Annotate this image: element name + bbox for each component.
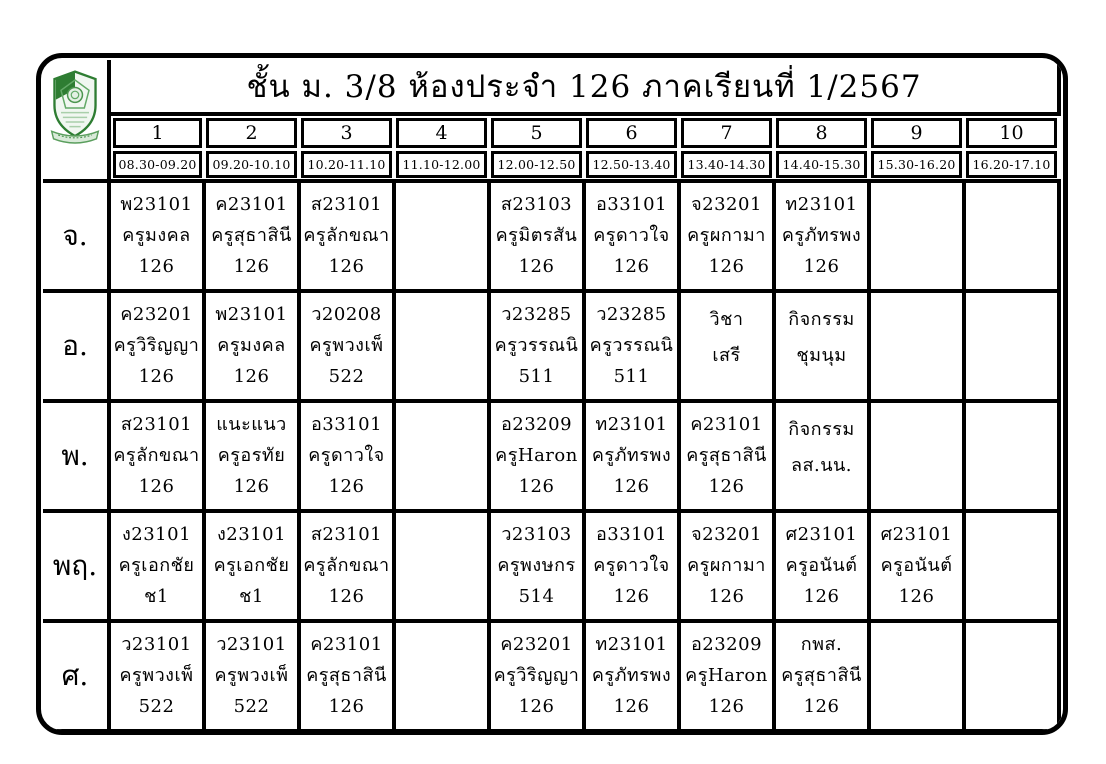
- subject-code: จ23201: [691, 524, 762, 546]
- room-number: 126: [803, 586, 840, 608]
- time-header-cell: [204, 149, 299, 181]
- subject-cell-lines: [206, 404, 297, 508]
- subject-cell-lines: [491, 184, 582, 288]
- teacher-name: ครูมงคล: [217, 335, 286, 357]
- empty-cell: [964, 511, 1059, 621]
- page-title: ชั้น ม. 3/8 ห้องประจำ 126 ภาคเรียนที่ 1/2567: [109, 60, 1059, 114]
- teacher-name: ครูสุธาสินี: [781, 665, 862, 687]
- teacher-name: ครูดาวใจ: [308, 445, 385, 467]
- subject-cell: [679, 401, 774, 511]
- subject-code: จ23201: [691, 194, 762, 216]
- subject-cell-lines: [111, 404, 202, 508]
- subject-cell: [299, 621, 394, 731]
- subject-cell-lines: [301, 404, 392, 508]
- teacher-name: ครูดาวใจ: [593, 225, 670, 247]
- time-range: 11.10-12.00: [396, 151, 487, 178]
- time-header-cell: [774, 149, 869, 181]
- room-number: 126: [708, 586, 745, 608]
- period-number: 5: [491, 118, 582, 148]
- subject-code: ส23103: [500, 194, 573, 216]
- room-number: 126: [708, 696, 745, 718]
- subject-code: อ33101: [595, 524, 668, 546]
- subject-cell-lines: [776, 184, 867, 288]
- empty-cell: [394, 401, 489, 511]
- empty-cell: [869, 181, 964, 291]
- teacher-name: ครูภัทรพง: [781, 225, 862, 247]
- day-label: อ.: [62, 329, 88, 362]
- subject-code: ส23101: [120, 414, 193, 436]
- room-number: ช1: [239, 586, 264, 608]
- room-number: 511: [613, 366, 650, 388]
- subject-code: ว23285: [501, 304, 572, 326]
- subject-code: พ23101: [120, 194, 193, 216]
- subject-cell-lines: [681, 624, 772, 728]
- subject-cell-lines: [111, 624, 202, 728]
- room-number: 126: [138, 256, 175, 278]
- timetable-card: [36, 53, 1068, 735]
- subject-code: อ23209: [690, 634, 763, 656]
- day-label-cell: [43, 401, 109, 511]
- subject-cell-lines: [491, 404, 582, 508]
- period-header-cell: [394, 114, 489, 149]
- time-range: 10.20-11.10: [301, 151, 392, 178]
- room-number: 511: [518, 366, 555, 388]
- period-number: 3: [301, 118, 392, 148]
- teacher-name: ครูผกามา: [687, 225, 766, 247]
- subject-cell-lines: [681, 294, 772, 398]
- room-number: 522: [233, 696, 270, 718]
- time-header-cell: [584, 149, 679, 181]
- period-header-cell: [299, 114, 394, 149]
- empty-cell: [869, 401, 964, 511]
- teacher-name: ครูพวงเพ็: [309, 335, 384, 357]
- day-label-cell: [43, 291, 109, 401]
- subject-code: ค23101: [310, 634, 383, 656]
- room-number: 522: [138, 696, 175, 718]
- subject-cell-lines: [586, 184, 677, 288]
- room-number: 126: [613, 586, 650, 608]
- subject-cell: [109, 621, 204, 731]
- teacher-name: ชุมนุม: [796, 344, 847, 366]
- subject-cell: [109, 291, 204, 401]
- time-range: 15.30-16.20: [871, 151, 962, 178]
- subject-cell: [204, 621, 299, 731]
- teacher-name: ครูวรรณนิ: [589, 335, 674, 357]
- subject-code: วิชา: [709, 309, 744, 331]
- subject-cell-lines: [681, 404, 772, 508]
- teacher-name: ครูภัทรพง: [591, 445, 672, 467]
- subject-code: กิจกรรม: [788, 419, 855, 441]
- subject-cell: [584, 291, 679, 401]
- room-number: 126: [518, 476, 555, 498]
- subject-cell-lines: [491, 514, 582, 618]
- subject-code: ท23101: [595, 414, 668, 436]
- subject-code: ง23101: [216, 524, 287, 546]
- empty-cell: [964, 291, 1059, 401]
- timetable: [43, 60, 1061, 733]
- subject-cell: [204, 401, 299, 511]
- subject-cell-lines: [681, 184, 772, 288]
- time-header-cell: [679, 149, 774, 181]
- subject-cell-lines: [586, 404, 677, 508]
- subject-cell: [774, 181, 869, 291]
- subject-code: ค23101: [690, 414, 763, 436]
- empty-cell: [869, 621, 964, 731]
- period-header-cell: [489, 114, 584, 149]
- subject-code: ค23201: [500, 634, 573, 656]
- teacher-name: ครูวรรณนิ: [494, 335, 579, 357]
- subject-cell-lines: [111, 184, 202, 288]
- empty-cell: [394, 181, 489, 291]
- period-header-cell: [204, 114, 299, 149]
- subject-code: ท23101: [785, 194, 858, 216]
- room-number: ช1: [144, 586, 169, 608]
- subject-cell-lines: [681, 514, 772, 618]
- room-number: 126: [708, 476, 745, 498]
- subject-cell: [774, 621, 869, 731]
- teacher-name: ครูอนันต์: [785, 555, 858, 577]
- teacher-name: ครูพงษกร: [497, 555, 576, 577]
- subject-cell-lines: [586, 624, 677, 728]
- subject-cell-lines: [491, 624, 582, 728]
- room-number: 126: [708, 256, 745, 278]
- teacher-name: ครูวิริญญา: [493, 665, 580, 687]
- subject-cell-lines: [871, 514, 962, 618]
- room-number: 126: [233, 256, 270, 278]
- time-header-cell: [869, 149, 964, 181]
- subject-cell: [774, 291, 869, 401]
- period-number: 6: [586, 118, 677, 148]
- teacher-name: ครูพวงเพ็: [214, 665, 289, 687]
- time-header-cell: [489, 149, 584, 181]
- period-header-cell: [774, 114, 869, 149]
- day-row: [43, 291, 1059, 401]
- subject-cell-lines: [776, 404, 867, 508]
- room-number: 126: [803, 696, 840, 718]
- day-row: [43, 621, 1059, 731]
- time-range: 12.50-13.40: [586, 151, 677, 178]
- subject-code: กิจกรรม: [788, 309, 855, 331]
- subject-cell: [679, 621, 774, 731]
- subject-code: แนะแนว: [216, 414, 287, 436]
- subject-cell: [584, 401, 679, 511]
- subject-code: ค23101: [215, 194, 288, 216]
- period-header-cell: [109, 114, 204, 149]
- subject-code: ค23201: [120, 304, 193, 326]
- day-label: ศ.: [61, 659, 89, 692]
- subject-cell-lines: [206, 184, 297, 288]
- room-number: 126: [613, 696, 650, 718]
- teacher-name: ลส.นน.: [790, 454, 853, 476]
- room-number: 126: [328, 696, 365, 718]
- subject-cell-lines: [206, 294, 297, 398]
- subject-code: ว23101: [216, 634, 287, 656]
- room-number: 126: [898, 586, 935, 608]
- subject-code: กพส.: [800, 634, 843, 656]
- period-header-cell: [964, 114, 1059, 149]
- room-number: 514: [518, 586, 555, 608]
- day-row: [43, 401, 1059, 511]
- room-number: 126: [328, 476, 365, 498]
- teacher-name: ครูสุธาสินี: [211, 225, 292, 247]
- day-row: [43, 511, 1059, 621]
- teacher-name: ครูมิตรสัน: [495, 225, 578, 247]
- teacher-name: ครูลักขณา: [303, 555, 390, 577]
- time-header-cell: [299, 149, 394, 181]
- subject-cell-lines: [301, 514, 392, 618]
- subject-cell: [299, 511, 394, 621]
- empty-cell: [394, 511, 489, 621]
- subject-cell: [299, 401, 394, 511]
- time-range: 16.20-17.10: [966, 151, 1057, 178]
- teacher-name: ครูเอกชัย: [118, 555, 195, 577]
- time-header-cell: [109, 149, 204, 181]
- subject-cell: [489, 291, 584, 401]
- subject-cell-lines: [586, 294, 677, 398]
- subject-cell: [679, 181, 774, 291]
- subject-code: ส23101: [310, 524, 383, 546]
- teacher-name: ครูHaron: [685, 665, 768, 687]
- subject-cell: [489, 181, 584, 291]
- period-number: 8: [776, 118, 867, 148]
- teacher-name: ครูพวงเพ็: [119, 665, 194, 687]
- subject-cell: [489, 621, 584, 731]
- period-header-cell: [679, 114, 774, 149]
- subject-code: พ23101: [215, 304, 288, 326]
- subject-code: ส23101: [310, 194, 383, 216]
- subject-code: อ23209: [500, 414, 573, 436]
- subject-cell: [869, 511, 964, 621]
- day-label-cell: [43, 511, 109, 621]
- subject-cell-lines: [111, 514, 202, 618]
- subject-cell-lines: [776, 624, 867, 728]
- subject-cell-lines: [586, 514, 677, 618]
- empty-cell: [394, 621, 489, 731]
- day-label-cell: [43, 621, 109, 731]
- period-number: 1: [113, 118, 202, 148]
- subject-cell: [489, 401, 584, 511]
- empty-cell: [869, 291, 964, 401]
- subject-code: อ33101: [310, 414, 383, 436]
- subject-code: ว23101: [121, 634, 192, 656]
- subject-cell-lines: [206, 624, 297, 728]
- time-range: 12.00-12.50: [491, 151, 582, 178]
- room-number: 126: [138, 366, 175, 388]
- subject-cell: [584, 181, 679, 291]
- subject-cell: [584, 511, 679, 621]
- room-number: 522: [328, 366, 365, 388]
- empty-cell: [394, 291, 489, 401]
- subject-cell-lines: [301, 184, 392, 288]
- subject-code: ว20208: [311, 304, 382, 326]
- room-number: 126: [613, 256, 650, 278]
- teacher-name: ครูวิริญญา: [113, 335, 200, 357]
- subject-cell: [774, 511, 869, 621]
- time-range: 09.20-10.10: [206, 151, 297, 178]
- subject-cell-lines: [776, 294, 867, 398]
- subject-cell: [204, 291, 299, 401]
- teacher-name: ครูลักขณา: [303, 225, 390, 247]
- time-range: 08.30-09.20: [113, 151, 202, 178]
- period-number: 2: [206, 118, 297, 148]
- teacher-name: ครูสุธาสินี: [306, 665, 387, 687]
- teacher-name: ครูลักขณา: [113, 445, 200, 467]
- time-range: 13.40-14.30: [681, 151, 772, 178]
- period-header-cell: [869, 114, 964, 149]
- day-label: พ.: [61, 439, 89, 472]
- time-header-cell: [964, 149, 1059, 181]
- subject-cell-lines: [301, 624, 392, 728]
- subject-cell: [204, 181, 299, 291]
- subject-cell: [679, 291, 774, 401]
- school-crest-icon: [47, 66, 103, 150]
- subject-cell: [109, 511, 204, 621]
- room-number: 126: [138, 476, 175, 498]
- teacher-name: เสรี: [712, 344, 741, 366]
- subject-code: ว23285: [596, 304, 667, 326]
- room-number: 126: [518, 696, 555, 718]
- logo-cell: [43, 60, 109, 181]
- room-number: 126: [233, 476, 270, 498]
- subject-cell: [299, 291, 394, 401]
- teacher-name: ครูเอกชัย: [213, 555, 290, 577]
- day-label: พฤ.: [52, 549, 98, 582]
- subject-code: ง23101: [121, 524, 192, 546]
- subject-cell-lines: [776, 514, 867, 618]
- time-range: 14.40-15.30: [776, 151, 867, 178]
- teacher-name: ครูสุธาสินี: [686, 445, 767, 467]
- period-number: 9: [871, 118, 962, 148]
- empty-cell: [964, 401, 1059, 511]
- subject-cell-lines: [206, 514, 297, 618]
- subject-cell: [679, 511, 774, 621]
- teacher-name: ครูภัทรพง: [591, 665, 672, 687]
- room-number: 126: [613, 476, 650, 498]
- subject-cell: [774, 401, 869, 511]
- period-header-cell: [584, 114, 679, 149]
- room-number: 126: [518, 256, 555, 278]
- period-number: 10: [966, 118, 1057, 148]
- subject-code: ท23101: [595, 634, 668, 656]
- subject-code: ศ23101: [880, 524, 953, 546]
- teacher-name: ครูดาวใจ: [593, 555, 670, 577]
- subject-code: ว23103: [501, 524, 572, 546]
- teacher-name: ครูมงคล: [122, 225, 191, 247]
- subject-cell: [204, 511, 299, 621]
- subject-cell: [489, 511, 584, 621]
- day-label: จ.: [62, 219, 88, 252]
- subject-code: ศ23101: [785, 524, 858, 546]
- subject-code: อ33101: [595, 194, 668, 216]
- teacher-name: ครูผกามา: [687, 555, 766, 577]
- subject-cell: [109, 401, 204, 511]
- subject-cell-lines: [491, 294, 582, 398]
- time-header-cell: [394, 149, 489, 181]
- room-number: 126: [233, 366, 270, 388]
- subject-cell: [584, 621, 679, 731]
- period-number: 7: [681, 118, 772, 148]
- period-number: 4: [396, 118, 487, 148]
- subject-cell: [299, 181, 394, 291]
- subject-cell-lines: [111, 294, 202, 398]
- teacher-name: ครูHaron: [495, 445, 578, 467]
- day-row: [43, 181, 1059, 291]
- room-number: 126: [803, 256, 840, 278]
- room-number: 126: [328, 256, 365, 278]
- empty-cell: [964, 621, 1059, 731]
- room-number: 126: [328, 586, 365, 608]
- teacher-name: ครูอรทัย: [217, 445, 286, 467]
- subject-cell-lines: [301, 294, 392, 398]
- day-label-cell: [43, 181, 109, 291]
- empty-cell: [964, 181, 1059, 291]
- teacher-name: ครูอนันต์: [880, 555, 953, 577]
- subject-cell: [109, 181, 204, 291]
